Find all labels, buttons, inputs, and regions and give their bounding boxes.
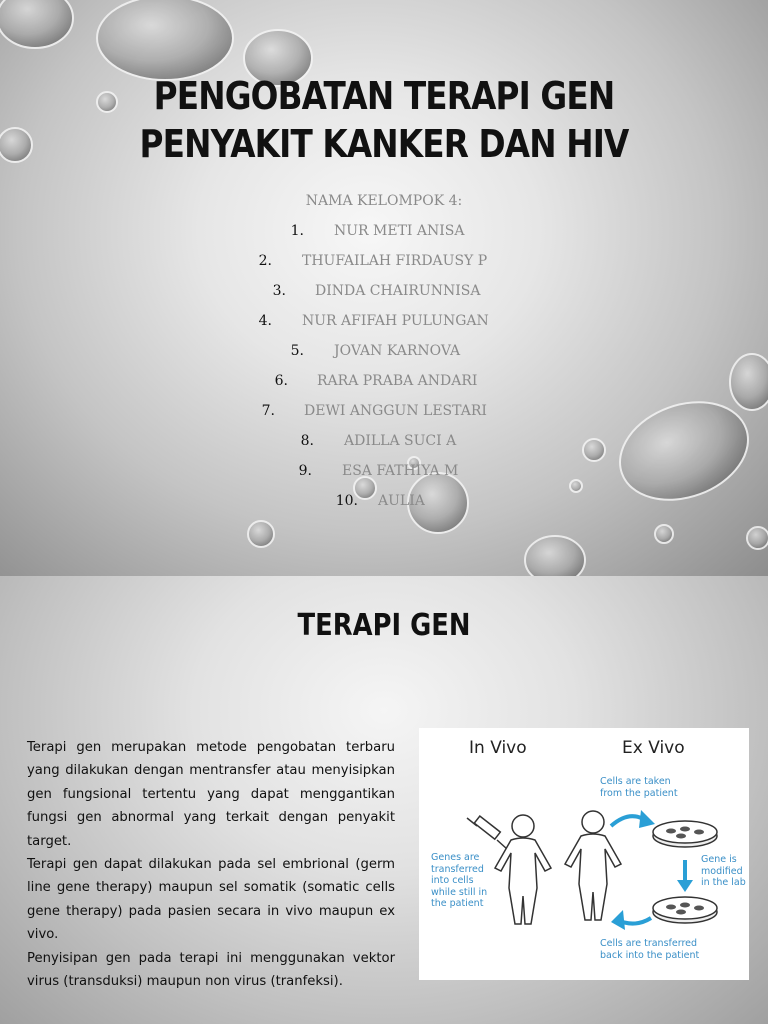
ex-vivo-heading: Ex Vivo [622, 738, 685, 758]
list-item-name: THUFAILAH FIRDAUSY P [302, 253, 488, 269]
main-title [54, 72, 714, 168]
child-figure-icon [565, 811, 621, 920]
list-item-name: RARA PRABA ANDARI [317, 373, 478, 389]
list-item [0, 403, 768, 423]
paragraph: Terapi gen dapat dilakukan pada sel embrional (germ line gene therapy) maupun sel somatik (somatic cells gene therapy) pada pasien secara in vivo maupun ex vivo. [27, 857, 395, 943]
list-item-number: 1. [290, 223, 304, 239]
list-item-name: JOVAN KARNOVA [334, 343, 461, 359]
list-item [0, 463, 768, 483]
list-item [0, 343, 768, 363]
gene-modified-caption: Gene is modified in the lab [701, 854, 746, 888]
list-item-name: ESA FATHIYA M [342, 463, 459, 479]
list-item-name: DEWI ANGGUN LESTARI [304, 403, 487, 419]
list-item-number: 5. [290, 343, 304, 359]
diagram-graphics [419, 728, 749, 980]
list-item [0, 313, 768, 333]
gene-therapy-diagram [419, 728, 749, 980]
cells-back-caption: Cells are transferred back into the patient [600, 938, 700, 961]
body-text [27, 736, 395, 993]
list-item-number: 4. [258, 313, 272, 329]
petri-dish-icon [653, 821, 717, 847]
list-item-name: NUR METI ANISA [334, 223, 465, 239]
petri-dish-icon [653, 897, 717, 923]
list-item-name: NUR AFIFAH PULUNGAN [302, 313, 489, 329]
cells-taken-caption: Cells are taken from the patient [600, 776, 678, 799]
list-item [0, 253, 768, 273]
main-title-line1: PENGOBATAN TERAPI GEN [153, 74, 615, 118]
list-item-number: 2. [258, 253, 272, 269]
list-item-number: 9. [298, 463, 312, 479]
list-item-name: DINDA CHAIRUNNISA [315, 283, 481, 299]
list-item-name: ADILLA SUCI A [344, 433, 457, 449]
list-item [0, 433, 768, 453]
list-item [0, 223, 768, 243]
genes-transferred-caption: Genes are transferred into cells while still in the patient [431, 852, 488, 909]
list-item-number: 7. [261, 403, 275, 419]
in-vivo-heading: In Vivo [469, 738, 527, 758]
paragraph: Terapi gen merupakan metode pengobatan terbaru yang dilakukan dengan mentransfer atau menyisipkan gen fungsional tertentu yang dapat menggantikan fungsi gen abnormal yang terkait dengan penyakit target. [27, 740, 395, 849]
list-item-name: AULIA [378, 493, 425, 509]
list-item-number: 6. [274, 373, 288, 389]
slide-title: TERAPI GEN [297, 608, 471, 643]
list-item [0, 493, 768, 513]
list-item-number: 3. [272, 283, 286, 299]
list-item [0, 283, 768, 303]
main-title-line2: PENYAKIT KANKER DAN HIV [139, 122, 629, 166]
member-list-label: NAMA KELOMPOK 4: [305, 193, 463, 209]
syringe-icon [467, 816, 507, 849]
content-slide [0, 576, 768, 1024]
list-item [0, 373, 768, 393]
paragraph: Penyisipan gen pada terapi ini menggunakan vektor virus (transduksi) maupun non virus (tranfeksi). [27, 950, 395, 990]
list-item-number: 8. [300, 433, 314, 449]
list-item-number: 10. [335, 493, 358, 509]
child-figure-icon [495, 815, 551, 924]
